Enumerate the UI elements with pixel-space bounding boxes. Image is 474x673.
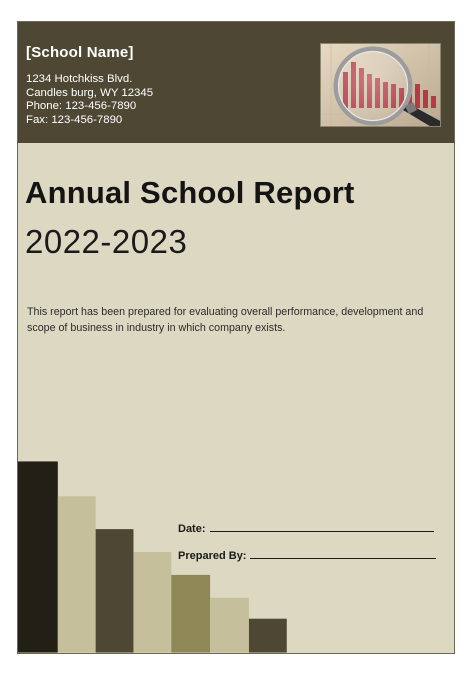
prepared-by-label: Prepared By: xyxy=(178,550,247,562)
report-description: This report has been prepared for evaluating overall performance, development and scope of business in industry in which company exists. xyxy=(27,306,424,334)
decorative-bar xyxy=(133,552,171,653)
report-cover-page xyxy=(17,21,455,654)
prepared-by-field xyxy=(178,548,436,562)
magnifier-over-bar-chart-icon xyxy=(320,43,441,127)
decorative-bar xyxy=(96,529,134,652)
address-line-2: Candles burg, WY 12345 xyxy=(26,86,154,99)
phone-number: Phone: 123-456-7890 xyxy=(26,100,137,112)
school-name: [School Name] xyxy=(26,44,134,61)
address-line-1: 1234 Hotchkiss Blvd. xyxy=(26,73,133,85)
date-label: Date: xyxy=(178,523,206,535)
decorative-bar xyxy=(58,496,96,652)
contact-block xyxy=(26,73,153,127)
header-band xyxy=(18,22,454,143)
report-title: Annual School Report xyxy=(25,175,355,210)
decorative-bar xyxy=(210,598,249,653)
decorative-bar xyxy=(18,461,58,652)
prepared-by-entry-line[interactable] xyxy=(250,548,436,559)
date-field xyxy=(178,521,434,535)
decorative-bar xyxy=(171,575,210,653)
decorative-bar xyxy=(249,619,287,653)
fax-number: Fax: 123-456-7890 xyxy=(26,113,123,126)
report-year: 2022-2023 xyxy=(25,223,188,260)
date-entry-line[interactable] xyxy=(210,521,434,532)
